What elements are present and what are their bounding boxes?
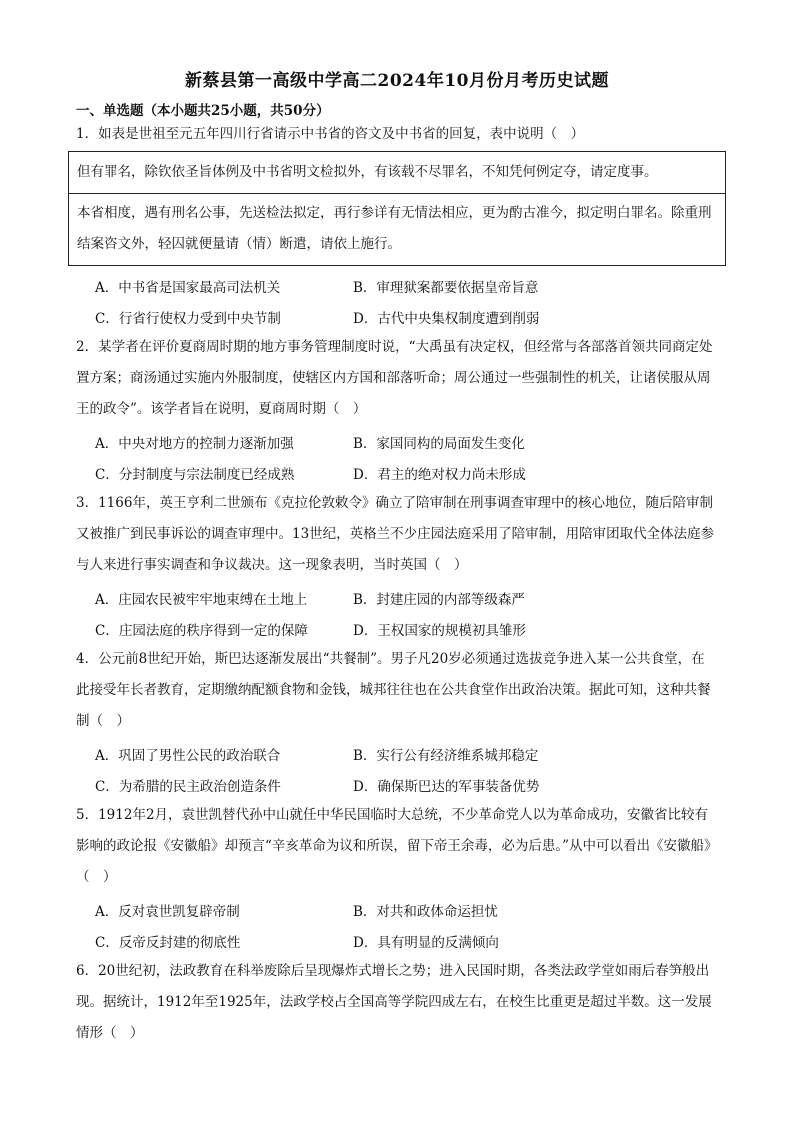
question-2-stem: 2．某学者在评价夏商周时期的地方事务管理制度时说，“大禹虽有决定权，但经常与各部落首领共同商定处置方案；商汤通过实施内外服制度，使辖区内方国和部落听命；周公通过一些强制性的机关，让诸侯服从周王的政令”。该学者旨在说明，夏商周时期（ ） bbox=[76, 339, 713, 417]
section-heading: 一、单选题（本小题共25小题，共50分） bbox=[76, 103, 330, 119]
q3-option-a[interactable]: A．庄园农民被牢牢地束缚在土地上 bbox=[95, 592, 308, 608]
q3-option-c[interactable]: C．庄园法庭的秩序得到一定的保障 bbox=[95, 623, 308, 639]
q4-option-b[interactable]: B．实行公有经济维系城邦稳定 bbox=[353, 748, 539, 764]
q4-option-c[interactable]: C．为希腊的民主政治创造条件 bbox=[95, 779, 281, 795]
q5-option-c[interactable]: C．反帝反封建的彻底性 bbox=[95, 935, 241, 951]
q1-option-b[interactable]: B．审理狱案都要依据皇帝旨意 bbox=[353, 280, 539, 296]
q1-option-a[interactable]: A．中书省是国家最高司法机关 bbox=[95, 280, 281, 296]
q2-option-d[interactable]: D．君主的绝对权力尚未形成 bbox=[353, 467, 526, 483]
q5-option-a[interactable]: A．反对袁世凯复辟帝制 bbox=[95, 904, 240, 920]
question-1-table bbox=[68, 151, 726, 266]
question-5-stem: 5．1912年2月，袁世凯替代孙中山就任中华民国临时大总统，不少革命党人以为革命成功，安徽省比较有影响的政论报《安徽船》却预言“辛亥革命为议和所误，留下帝王余毒，必为后患。”从中可以看出《安徽船》（ ） bbox=[76, 807, 711, 885]
table-divider bbox=[69, 193, 725, 194]
question-3-stem: 3．1166年，英王亨利二世颁布《克拉伦敦敕令》确立了陪审制在刑事调查审理中的核心地位，随后陪审制又被推广到民事诉讼的调查审理中。13世纪，英格兰不少庄园法庭采用了陪审制，用陪审团取代全体法庭参与人来进行事实调查和争议裁决。这一现象表明，当时英国（ ） bbox=[76, 495, 715, 573]
question-6-stem: 6．20世纪初，法政教育在科举废除后呈现爆炸式增长之势；进入民国时期，各类法政学堂如雨后春笋般出现。据统计，1912年至1925年，法政学校占全国高等学院四成左右，在校生比重更是超过半数。这一发展情形（ ） bbox=[76, 963, 712, 1041]
q1-option-c[interactable]: C．行省行使权力受到中央节制 bbox=[95, 311, 281, 327]
question-1-stem: 1．如表是世祖至元五年四川行省请示中书省的咨文及中书省的回复，表中说明（ ） bbox=[76, 126, 585, 142]
q4-option-d[interactable]: D．确保斯巴达的军事装备优势 bbox=[353, 779, 540, 795]
q2-option-b[interactable]: B．家国同构的局面发生变化 bbox=[353, 436, 525, 452]
question-4-stem: 4．公元前8世纪开始，斯巴达逐渐发展出“共餐制”。男子凡20岁必须通过选拔竞争进入某一公共食堂，在此接受年长者教育，定期缴纳配额食物和金钱，城邦往往也在公共食堂作出政治决策。据此可知，这种共餐制（ ） bbox=[76, 651, 711, 729]
q5-option-d[interactable]: D．具有明显的反满倾向 bbox=[353, 935, 499, 951]
table-row-2: 本省相度，遇有刑名公事，先送检法拟定，再行参详有无情法相应，更为酌古准今，拟定明白罪名。除重刑结案咨文外，轻囚就便量请（情）断遣，请依上施行。 bbox=[77, 205, 712, 252]
table-row-1: 但有罪名，除钦依圣旨体例及中书省明文检拟外，有该载不尽罪名，不知凭何例定夺，请定度事。 bbox=[77, 164, 658, 180]
q5-option-b[interactable]: B．对共和政体命运担忧 bbox=[353, 904, 498, 920]
exam-title: 新蔡县第一高级中学高二2024年10月份月考历史试题 bbox=[185, 71, 609, 91]
q2-option-a[interactable]: A．中央对地方的控制力逐渐加强 bbox=[95, 436, 294, 452]
q4-option-a[interactable]: A．巩固了男性公民的政治联合 bbox=[95, 748, 281, 764]
q3-option-d[interactable]: D．王权国家的规模初具雏形 bbox=[353, 623, 526, 639]
q1-option-d[interactable]: D．古代中央集权制度遭到削弱 bbox=[353, 311, 540, 327]
q3-option-b[interactable]: B．封建庄园的内部等级森严 bbox=[353, 592, 525, 608]
q2-option-c[interactable]: C．分封制度与宗法制度已经成熟 bbox=[95, 467, 295, 483]
